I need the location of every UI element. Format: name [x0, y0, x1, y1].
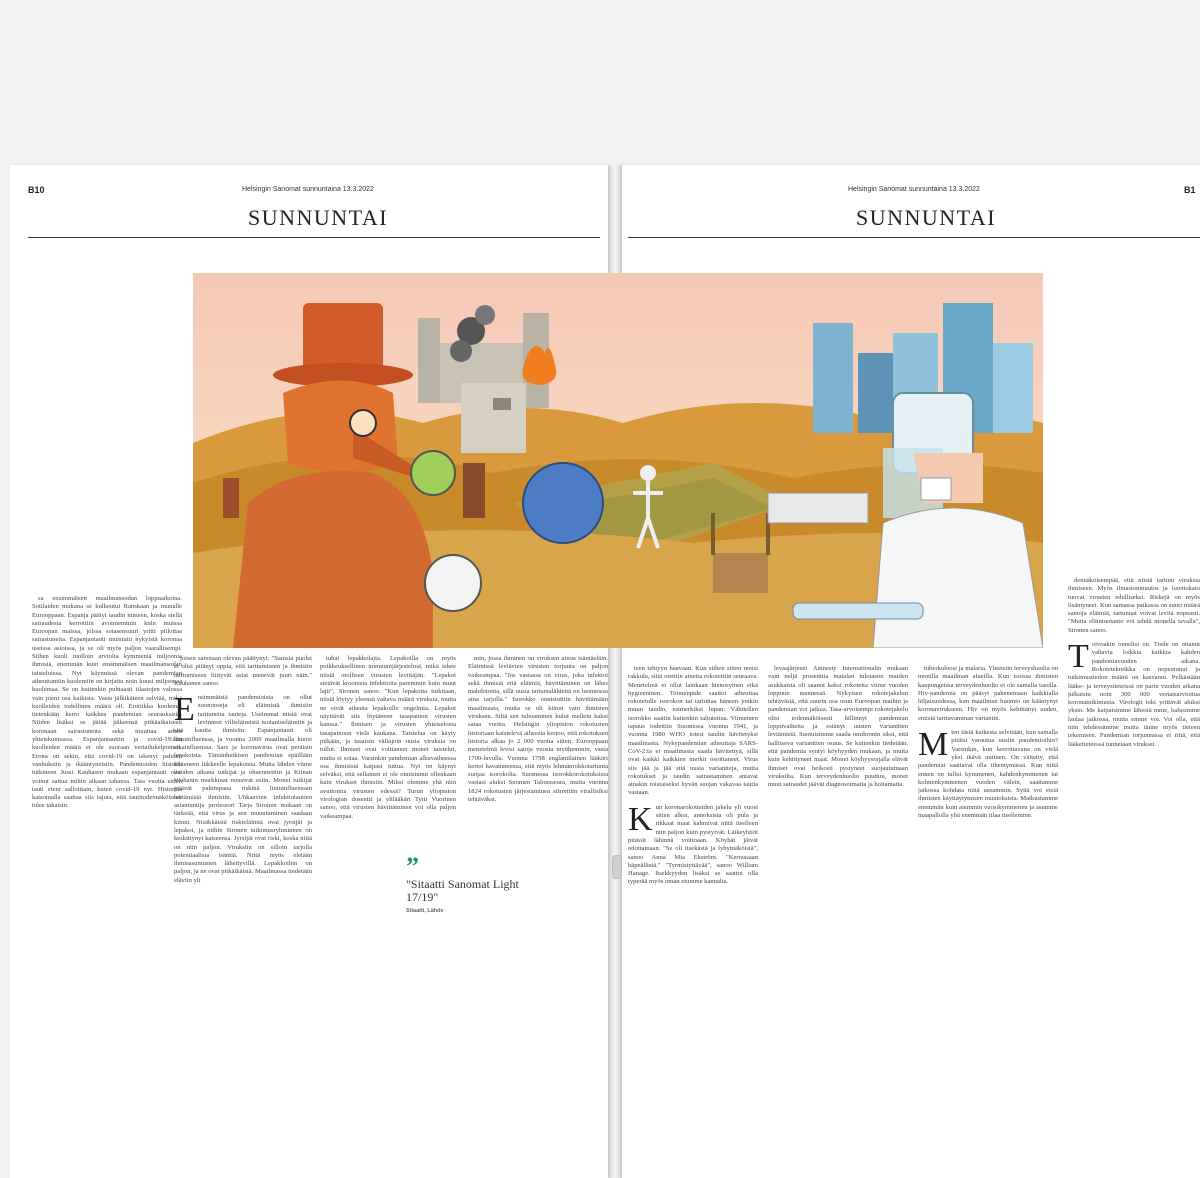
hospital-bed [768, 493, 868, 523]
article-column: tuberkuloosi ja malaria. Yhteisiin terveyshuolia on monilla maailman alueilla. Kun isoissa ihmisten kaupungeissa terveydenhuolto ei ole samalla tasolla. Hiv-pandemia on pääsyt pahenemaan kaikkialla hiljaisuudessa, kun maailman huomio on kääntynyt koronavirukseen. Hiv on myös kehittänyt uuden, entistä tarttuvamman variantin. Mten tästä kaikesta selvitään, kun samalla pitäisi varautua uusiin pandemioihin? Varsinkin, kun kerrottavana on vielä yksi ikävä uutinen. On väitetty, että pandemiat saattavat olla tihentymässä. Kun niitä ennen on tullut kymmenen, kahdenkymmenen tai kolmenkymmenen vuoden välein, saattamme jatkossa kohdata niitä useammin. Syitä voi etsiä ihmisten käyttäytymisen muutoksista. Matkustamme enemmän kuin aiemmin vuosikymmenen ja asumme maapallolla yhä enemmän tilaa itsellemme. [918, 665, 1058, 820]
plague-doctor-small [463, 463, 485, 518]
page-number: B10 [28, 185, 45, 195]
pull-quote [406, 852, 524, 914]
article-column: levaajärjestö Amnesty Internationalin mukaan vain neljä prosenttia matalan tulotason maiden asukkaista oli saanut kaksi rokotetta viime vuoden loppuun mennessä. Nykyisen rokotejakelun tehtävästä, että suurin osa osuu Euroopan maihin ja pandemian voi jatkua. Tasa-arvoisempi rokotejakelu olisi todennäköisesti hillinnyt pandemian loppuvaiheita ja estänyt uusien varianttien leviämistä. Suotuisimme saada omikronin siksi, että hallitseva varianttien osuus. Se kuitenkin tiedetään, että pandemia syntyi köyhyyden mukaan, ja muita kuin kehittyneet maat. Monet köyhyysrajalla elävät ihmiset ovat heikosti pystyneet suojautumaan viruksilta. Kun terveydenhuolto puuttuu, monet muut sairaudet jäävät diagnosoimatta ja hoitamatta. [768, 665, 908, 789]
quote-text: "Sitaatti Sanomat Light 17/19" [406, 877, 519, 904]
article-column: teen tehtyyn haavaan. Kun siihen sitten nousi rakkula, siitä otettiin ainetta rokotettiin seuraava. Menetelmä ei ollut lainkaan hienosyinen eikä hygieeninen. Toimenpide saattoi aiheuttaa rokotetulle isorokon tai tartuttaa häneen jonkin muun taudin, esimerkiksi lupan. Vähitellen isorokko saatiin kuitenkin taltutettua. Viimeinen tapaus todettiin Suomessa vuonna 1941, ja vuonna 1980 WHO totesi taudin hävitetyksi maailmasta. Nykypandemian aiheuttaja SARS-CoV-2:ta ei maailmasta saada hävitettyä, sillä ovat kaikki kaikkien merkit osoittaneet. Virus siis jää ja jää sitä uusia variantteja, mutta rokotukset ja taudin sairastaminen antavat ainakin toistaiseksi hyvän suojan vakavaa tautia vastaan. Kun koronarokotteiden jakelu yli vuosi sitten alkoi, annoksista oli pula ja rikkaat maat kahmivat niitä itselleen niin paljon kuin pystyivät. Läikeyhtiöt pitävät lähinnä voittoaan. Köyhät jäivät odottamaan. "Se oli itsekästä ja lyhytnäköistä", sanoo Anna Mia Ekström. "Kerrassaan häpeällistä." "Tyrmistyttävää", sanoo William Hanage. Itsekkyyden lisäksi se saattoi olla typerää myös oman etumme kannalta. [628, 665, 758, 886]
section-title: SUNNUNTAI [856, 205, 997, 230]
article-column: tuhat lepakkolajia. Lepakoilla on myös poikkeuksellinen immuunijärjestelmä, mikä tekee niistä otollisen virusten levittäjän. "Lepakot sietävät kroonisia infektioita paremmin kuin muut lajit", Sironen sanoo. "Kun lepakoita tutkitaan, niistä löytyy yleensä valtava määrä viruksia, mutta ne eivät aiheuta lepakoille ongelmia. Lepakot näyttävät siis löytäneen tasapainon virusten kanssa." Ihmisen ja virusten yhteiselosta tasapainoon vielä kaukana. Taistelua on käyty pitkään, ja tasaisin väliajoin uusia viruksia on tullut. Ihmiset ovat voittaneet monet taistelut, mutta ei sotaa. Varsinkin pandemian alkuvaiheessa osa ihmisistä kaipasi tuttua. Nyt on käynyt selväksi, että sellainen ei ole onnistunut ollenkaan kuin virukset ihmisiin. Miksi olemme yhä niin avuttomia virusten edessä? Turun yliopiston virologian dosentti ja ylilääkäri Tytti Vuorinen sanoo, että virusten hävittäminen voi olla paljon vaikeampaa. [320, 655, 456, 820]
quote-source: Sitaatti, Lähde [406, 908, 444, 914]
drop-cap: T [1068, 638, 1089, 676]
page-number: B1 [1184, 185, 1196, 195]
article-column: joisen sanotaan olevan päättynyt. "Sanista puolet ei olisi pitänyt oppia, että tarttumiseen ja ihmisiin tarttumiseen liittyvät asiat menevät juuri näin." Kauhanen sanoo. Ensimmäistä pandemioista on ollut zoonooseja eli eläimistä ihmisiin tarttuneita tauteja. Useimmat niistä ovat levinneet villieläimistä tuotantoeläimiin ja sitä kautta ihmisiin. Espanjantauti oli lintuinfluenssa, ja vuonna 2009 maailmalla kiersi sikainfluenssa. Sars ja koronavirus ovat peräisin lepakoista. Tämänhetkisen pandemian epäillään lähteneen liikkeelle lepakoista. Mutta lähden viime vuoden aikana tutkijat ja ohuennettiin ja Kiinan Wuhanin markkinat nousivat esiin. Monet tutkijat pitävät pahimpana riskinä lintuinfluenssan leviämistä ihmisiin. Uhkaavien infektiotautien asiantuntija professori Tarja Sironen mukaan on tärkeää, että virus ja sen muuntuminen saadaan kiinni. Nisäkkäistä riskieläimiä ovat jyrsijät ja lepakot, ja niihin Sironen tutkimusryhmineen on keskittynyt katseensa. Jyrsijät ovat riski, koska niitä on niin paljon. Viruksiin on silloin tarjolla potentiaalisia isäntiä. Niitä myös eletään ihmisasumusten lähettyvillä. Lepakkoihin on paljon, ja ne ovat pitkäikäisiä. Maailmassa tiedetään eläviin yli [174, 655, 312, 884]
syringe [793, 603, 923, 619]
plague-doctor-small [223, 478, 239, 518]
article-column: dennäköisempää, että niistä tarttuu viruksia ihmiseen. Myös ilmastonmuutos ja luontokato tuovat virusten edulliseksi. Riskejä on myös lisäntyneet. Kun samassa paikassa on suuri määrä samoja eläimiä, tartunnat voivat levitä nopeasti. "Mutta eläintuotanto voi tehdä monella tavalla", Sironen sanoo. Toivoakin onnelisi on. Tiede on ottanut valtavia loikkia kaikkia kahden pandemiavuoden aikana. Rokotetekniikka on nopeutunut ja tutkimustiedon määrä on kasvanut. Pelkästään lääke- ja terveystieteissä on parin vuoden aikana julkaistu noin 300 000 vertaisarvioitua koronatutkimusta. Virologit toki yrittävät aluksi yksin. Me kaipaisimme lähestä mme, halusimme laulaa jatkossa, mutta emme voi. Voi olla, että niin tehdessämme mutta tänne myös tieteen tekemisen. Pandemian torjunnassa ei riitä, että lääketieteessä tunnetaan virukset. [1068, 577, 1200, 748]
section-title: SUNNUNTAI [248, 205, 389, 230]
page-header: Helsingin Sanomat sunnuntaina 13.3.2022 [242, 186, 374, 193]
header-rule [28, 237, 600, 238]
drop-cap: K [628, 800, 653, 838]
virus-green [411, 451, 455, 495]
header-rule [628, 237, 1200, 238]
article-column: sa ensimmäisen maailmansodan loppuaikoina. Sotilaiden mukana se kulkeutui Ranskaan ja muualle Eurooppaan. Espanja päätyi taudin nimeen, koska siellä sairaudesta kerrottiin avoimemmin kuin muissa Euroopan maissa, joissa sotasensuuri yritti piilottaa sairastuneita. Espanjantauti muistutti nykyistä koronaa useissa asioissa, ja se oli myös paljon vaarallisempi. Siihen kuoli tuolloin arviolta kymmeniä miljoonia ihmisiä, enemmän kuin ensimmäisen maailmansodan taisteluissa. Nyt käynnissä olevan pandemian aiheuttamiin kuolemiin on kirjattu noin kuusi miljoonaa kuolemaa. Se on kuitenkin puhtaasti tilastojen valossa vain pieni osa kaikista. Vasta jälkikäteen selviää, mikä kuolleiden todellinen määrä oli. Erotiikka kuolemat tietenkään kerro kaikkea pandemian seurauksista. Niiden lisäksi se jättää jälkeensä pitkäaikaisesti koronaan sairastuneita sekä muuttaa arkea yhteiskunnassa. Espanjantautiin ja covid-19:ään kuolleiden määrä ei ole suoraan vertailukelpoinen. Erona on sekin, että covid-19 on iskenyt pahiten vanhuksiin ja ikääntyneisiin. Pandemioiden historia tutkineen Jussi Kauhasen mukaan espanjantauti olisi voinut sattua mihin aikaan tahansa. Tata vuotta sitten tauti eteni aalloittain, kuten covid-19 nyt. Historiaa katsomalla saattaa siis tajuta, että tautitodennäköisesti tulee takaisin. [32, 595, 182, 810]
spread-scroll-handle[interactable] [612, 855, 622, 879]
virus-blue [523, 463, 603, 543]
page-header: Helsingin Sanomat sunnuntaina 13.3.2022 [848, 186, 980, 193]
quote-mark-icon: ” [406, 852, 419, 881]
article-column: min, jossa ihminen on viruksen ainoa isäntäeläin. Eläimissä leviävien virusten torjunta on paljon vaikeampaa. "Jos vastassa on virus, joka infektoi sekä ihmisiä että eläimiä, hävittäminen on lähes mahdotonta, sillä uusia tartuntalähteitä on luonnossa aina tarjolla." Isorokko onnistuttiin hävittämään maailmasta, mutta se oli kiinni vain ihmisten viruksen. Siltä sen tuhoaminen kului mellein kaksi sataa vuotta. Helsingin yliopiston rokotusten historiaan kaistelevä aiheesta kertoo, että rokotuksen historia alkaa jo 2 000 vuotta sitten. Eurooppaan menetelmä levisi satoja vuosia myöhemmin, vasta 1700-luvulla. Vuonna 1798 englantilainen lääkäri kertoi havainneensa, että myös lehmänrokkotartunta suojaa isorokolta. Suomessa isorokkorokotuksista vastasi aluksi Suomen Talousseura, mutta vuonna 1824 rokotusten järjestäminen siirrettiin virallisiksi tehtäväksi. [468, 655, 608, 804]
virus-white [425, 555, 481, 611]
drop-cap: M [918, 726, 949, 764]
pandemic-illustration [193, 273, 1043, 648]
drop-cap: E [174, 691, 195, 729]
